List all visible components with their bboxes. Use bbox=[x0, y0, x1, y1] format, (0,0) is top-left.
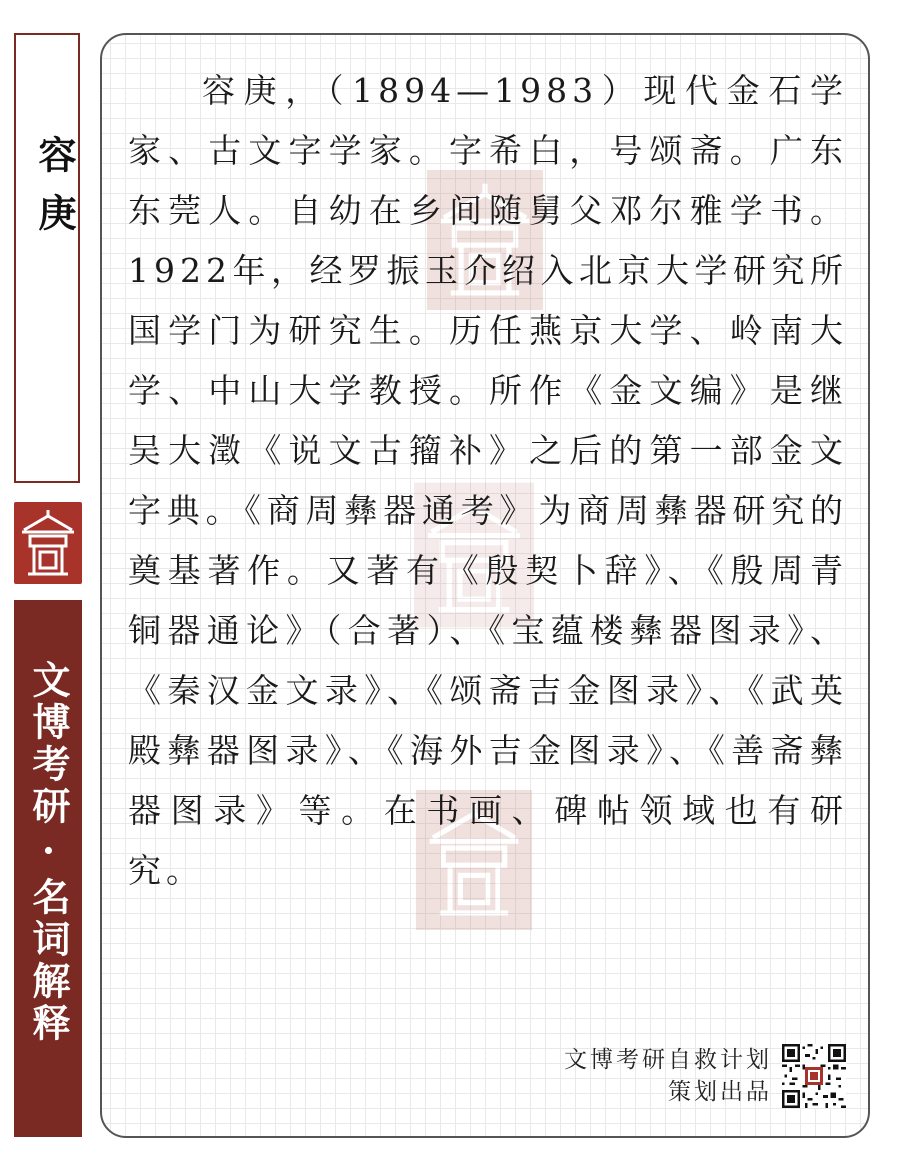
credits bbox=[564, 1044, 772, 1108]
credits-line-1: 文博考研自救计划 bbox=[564, 1047, 772, 1073]
credits-line-2: 策划出品 bbox=[668, 1079, 772, 1105]
series-banner bbox=[14, 600, 82, 1137]
entry-body: 容庚，（1894—1983）现代金石学家、古文字学家。字希白，号颂斋。广东东莞人。自幼在乡间随舅父邓尔雅学书。1922年，经罗振玉介绍入北京大学研究所国学门为研究生。历任燕京大学、岭南大学、中山大学教授。所作《金文编》是继吴大澂《说文古籀补》之后的第一部金文字典。《商周彝器通考》为商周彝器研究的奠基著作。又著有《殷契卜辞》、《殷周青铜器通论》（合著）、《宝蕴楼彝器图录》、《秦汉金文录》、《颂斋吉金图录》、《武英殿彝器图录》、《海外吉金图录》、《善斋彝器图录》等。在书画、碑帖领域也有研究。 bbox=[128, 71, 848, 890]
footer bbox=[564, 1044, 846, 1108]
qr-code-icon[interactable] bbox=[782, 1044, 846, 1108]
title-box bbox=[14, 33, 80, 483]
seal-gate-icon bbox=[14, 502, 82, 584]
banner-label: 文博考研·名词解释 bbox=[26, 660, 71, 1045]
entry-title: 容庚 bbox=[32, 135, 77, 251]
entry-card bbox=[100, 33, 870, 1138]
